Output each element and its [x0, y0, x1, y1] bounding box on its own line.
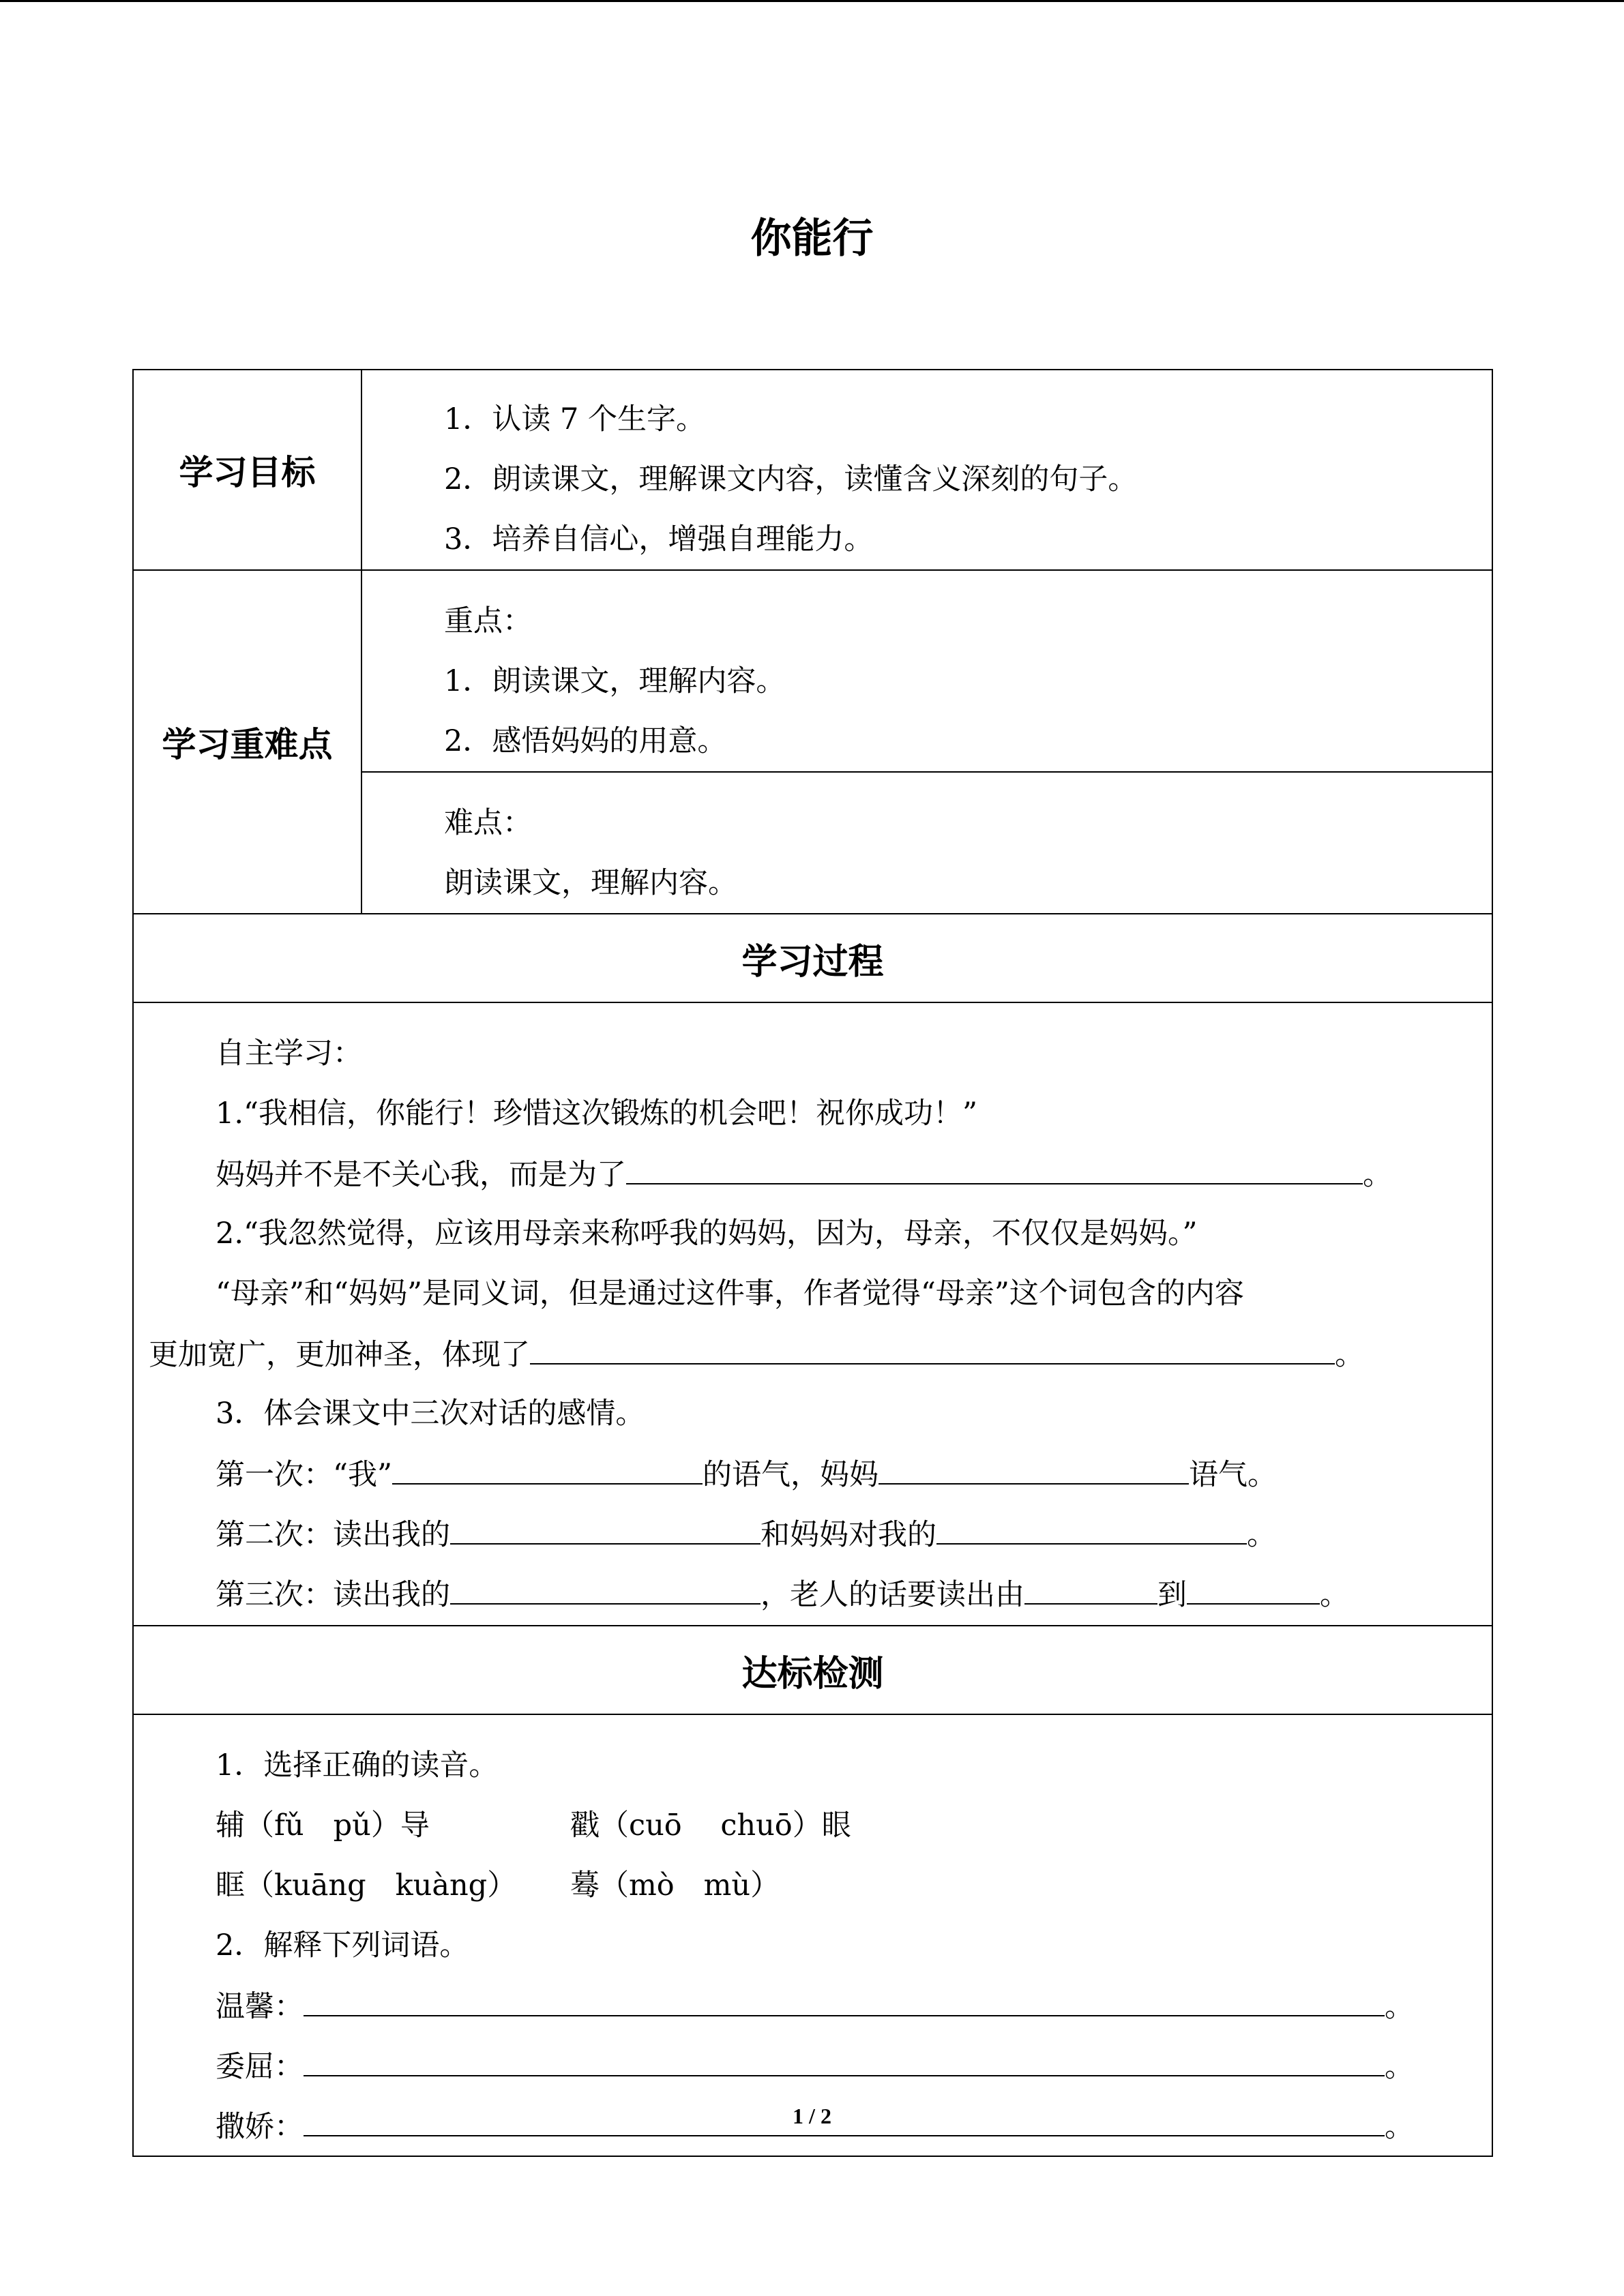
answer-blank[interactable]: [530, 1324, 1335, 1365]
definition-blank[interactable]: [304, 2036, 1385, 2076]
process-body: [133, 1002, 1492, 1626]
answer-blank[interactable]: [392, 1444, 703, 1485]
test-body: [133, 1714, 1492, 2156]
objective-item: 1．认读 7 个生字。: [444, 402, 706, 436]
dialogue-first-mid: 的语气，妈妈: [702, 1458, 879, 1492]
pinyin-choice-fudao: 辅（fǔ pǔ）导: [216, 1808, 430, 1843]
objective-item: 2．朗读课文，理解课文内容，读懂含义深刻的句子。: [444, 462, 1138, 496]
dialogue-first: [134, 1444, 1492, 1504]
answer-blank[interactable]: [1024, 1564, 1157, 1605]
answer-blank[interactable]: [626, 1144, 1363, 1184]
answer-blank[interactable]: [879, 1444, 1189, 1485]
difficulty-content: [361, 772, 1492, 914]
process-heading: 学习过程: [133, 914, 1492, 1002]
word-label: 撒娇：: [216, 2110, 304, 2144]
answer-blank[interactable]: [450, 1564, 761, 1605]
focus-heading: 重点：: [444, 604, 532, 638]
objectives-label: 学习目标: [133, 370, 361, 570]
page-number: 1 / 2: [793, 2104, 831, 2128]
dialogue-second-end: 。: [1247, 1518, 1276, 1552]
dialogue-third-label: 第三次：读出我的: [216, 1578, 450, 1612]
pinyin-row-1: [134, 1795, 1492, 1855]
objectives-row: [133, 370, 1492, 570]
dialogue-first-label: 第一次：“我”: [216, 1458, 392, 1492]
dialogue-second-label: 第二次：读出我的: [216, 1518, 450, 1552]
period: 。: [1385, 2050, 1414, 2084]
question-1-quote: 1.“我相信，你能行！珍惜这次锻炼的机会吧！祝你成功！”: [216, 1097, 977, 1131]
answer-blank[interactable]: [450, 1504, 761, 1545]
period: 。: [1363, 1158, 1392, 1192]
dialogue-third-mid: ，老人的话要读出由: [761, 1578, 1024, 1612]
question-2-prompt: 更加宽广，更加神圣，体现了: [149, 1338, 530, 1372]
word-definition-row: [134, 1976, 1492, 2036]
difficulty-text: 朗读课文，理解内容。: [444, 866, 737, 900]
question-3-prompt: 3．体会课文中三次对话的感情。: [216, 1397, 645, 1431]
dialogue-second: [134, 1504, 1492, 1564]
focus-content: [361, 570, 1492, 772]
answer-blank[interactable]: [936, 1504, 1247, 1545]
page-title: 你能行: [750, 215, 874, 263]
test-heading-row: [133, 1626, 1492, 1714]
dialogue-second-mid: 和妈妈对我的: [761, 1518, 936, 1552]
key-points-label: 学习重难点: [133, 570, 361, 914]
word-label: 温馨：: [216, 1990, 304, 2024]
top-border-rule: [0, 0, 1624, 2]
pinyin-row-2: [134, 1855, 1492, 1915]
word-label: 委屈：: [216, 2050, 304, 2084]
pinyin-choice-kuang: 眶（kuāng kuàng）: [216, 1868, 517, 1903]
dialogue-first-end: 语气。: [1188, 1458, 1277, 1492]
process-body-row: [133, 1002, 1492, 1626]
definition-blank[interactable]: [304, 1976, 1385, 2016]
objective-item: 3．培养自信心，增强自理能力。: [444, 522, 874, 556]
word-definition-row: [134, 2036, 1492, 2096]
test-question-1: 1．选择正确的读音。: [216, 1748, 499, 1783]
focus-item: 1．朗读课文，理解内容。: [444, 664, 786, 698]
objectives-content: [361, 370, 1492, 570]
period: 。: [1385, 2110, 1414, 2144]
period: 。: [1335, 1338, 1364, 1372]
dialogue-third-to: 到: [1157, 1578, 1187, 1612]
process-heading-row: [133, 914, 1492, 1002]
worksheet-table: [132, 369, 1493, 2157]
period: 。: [1385, 1990, 1414, 2024]
test-heading: 达标检测: [133, 1626, 1492, 1714]
self-study-label: 自主学习：: [216, 1037, 362, 1071]
dialogue-third-end: 。: [1320, 1578, 1349, 1612]
focus-item: 2．感悟妈妈的用意。: [444, 724, 727, 758]
pinyin-choice-mo: 蓦（mò mù）: [570, 1868, 780, 1903]
test-question-2: 2．解释下列词语。: [216, 1928, 469, 1963]
question-2-line-1: “母亲”和“妈妈”是同义词，但是通过这件事，作者觉得“母亲”这个词包含的内容: [216, 1277, 1244, 1311]
answer-blank[interactable]: [1187, 1564, 1320, 1605]
question-2-quote: 2.“我忽然觉得，应该用母亲来称呼我的妈妈，因为，母亲，不仅仅是妈妈。”: [216, 1217, 1198, 1251]
dialogue-third: [134, 1564, 1492, 1624]
focus-row: [133, 570, 1492, 772]
test-body-row: [133, 1714, 1492, 2156]
question-2-fill: [134, 1324, 1492, 1384]
question-1-prompt: 妈妈并不是不关心我，而是为了: [216, 1158, 626, 1192]
pinyin-choice-chuoyan: 戳（cuō chuō）眼: [570, 1808, 851, 1843]
question-1-fill: [134, 1144, 1492, 1204]
difficulty-heading: 难点：: [444, 806, 532, 840]
